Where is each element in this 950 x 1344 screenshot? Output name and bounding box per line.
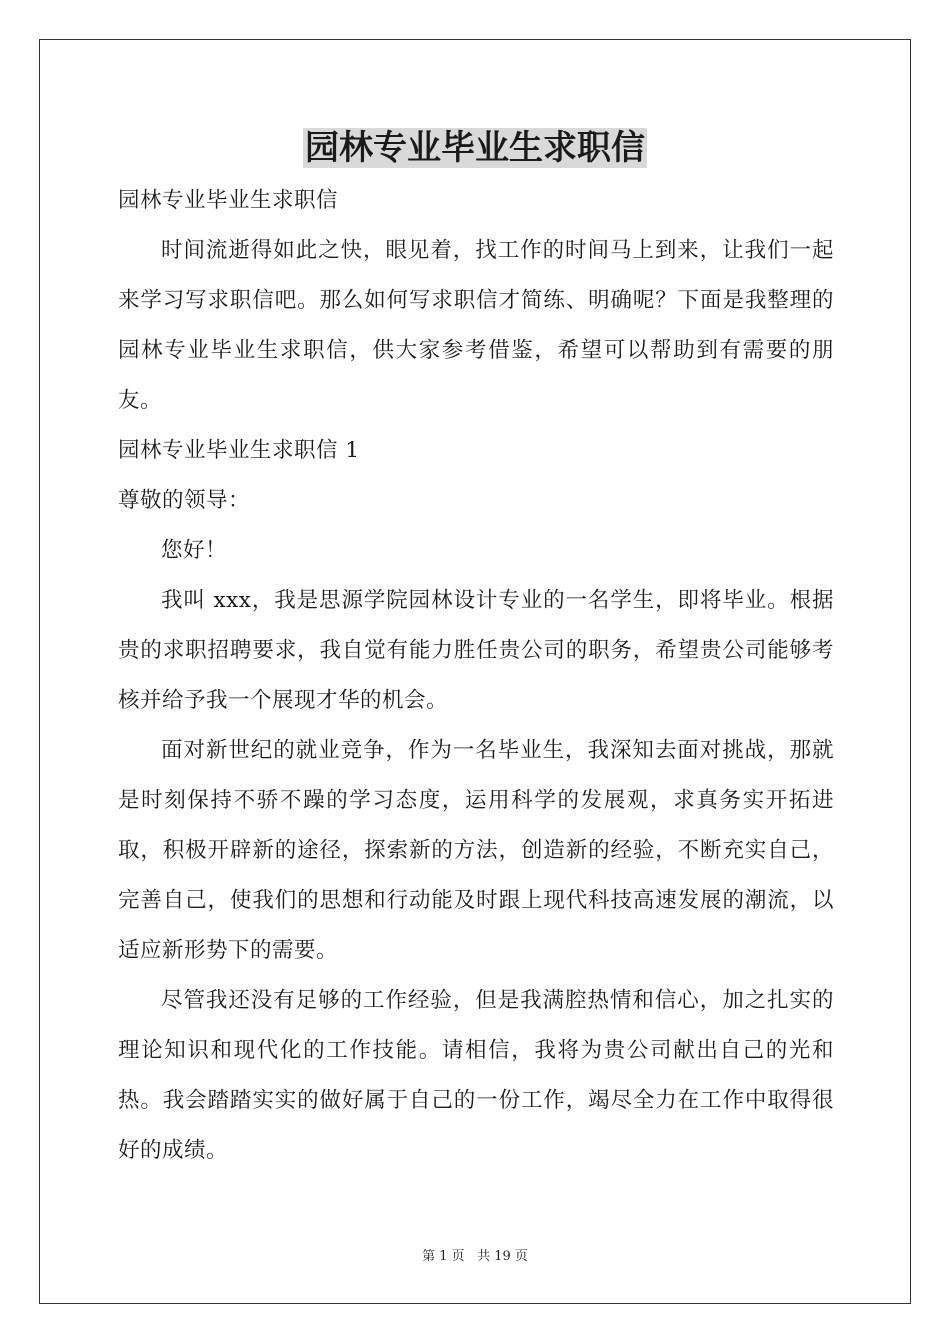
paragraph: 尊敬的领导： (118, 488, 251, 513)
document-title-text: 园林专业毕业生求职信 (305, 128, 645, 168)
page-total: 共 19 页 (477, 1249, 528, 1264)
paragraph: 尽管我还没有足够的工作经验，但是我满腔热情和信心，加之扎实的理论知识和现代化的工作技能。请相信，我将为贵公司献出自己的光和热。我会踏踏实实的做好属于自己的一份工作，竭尽全力在工作中取得很好的成绩。 (118, 988, 834, 1163)
page-footer (0, 1245, 950, 1264)
paragraph: 园林专业毕业生求职信 (118, 188, 339, 213)
paragraph: 您好！ (161, 538, 228, 563)
document-body (118, 176, 834, 1176)
paragraph: 面对新世纪的就业竞争，作为一名毕业生，我深知去面对挑战，那就是时刻保持不骄不躁的学习态度，运用科学的发展观，求真务实开拓进取，积极开辟新的途径，探索新的方法，创造新的经验，不断充实自己，完善自己，使我们的思想和行动能及时跟上现代科技高速发展的潮流，以适应新形势下的需要。 (118, 738, 834, 963)
document-title (0, 124, 950, 172)
paragraph: 时间流逝得如此之快，眼见着，找工作的时间马上到来，让我们一起来学习写求职信吧。那么如何写求职信才简练、明确呢？下面是我整理的园林专业毕业生求职信，供大家参考借鉴，希望可以帮助到有需要的朋友。 (118, 238, 834, 413)
paragraph: 我叫 xxx，我是思源学院园林设计专业的一名学生，即将毕业。根据贵的求职招聘要求，我自觉有能力胜任贵公司的职务，希望贵公司能够考核并给予我一个展现才华的机会。 (118, 588, 834, 713)
paragraph: 园林专业毕业生求职信 1 (118, 438, 360, 463)
page-number: 第 1 页 (422, 1249, 465, 1264)
